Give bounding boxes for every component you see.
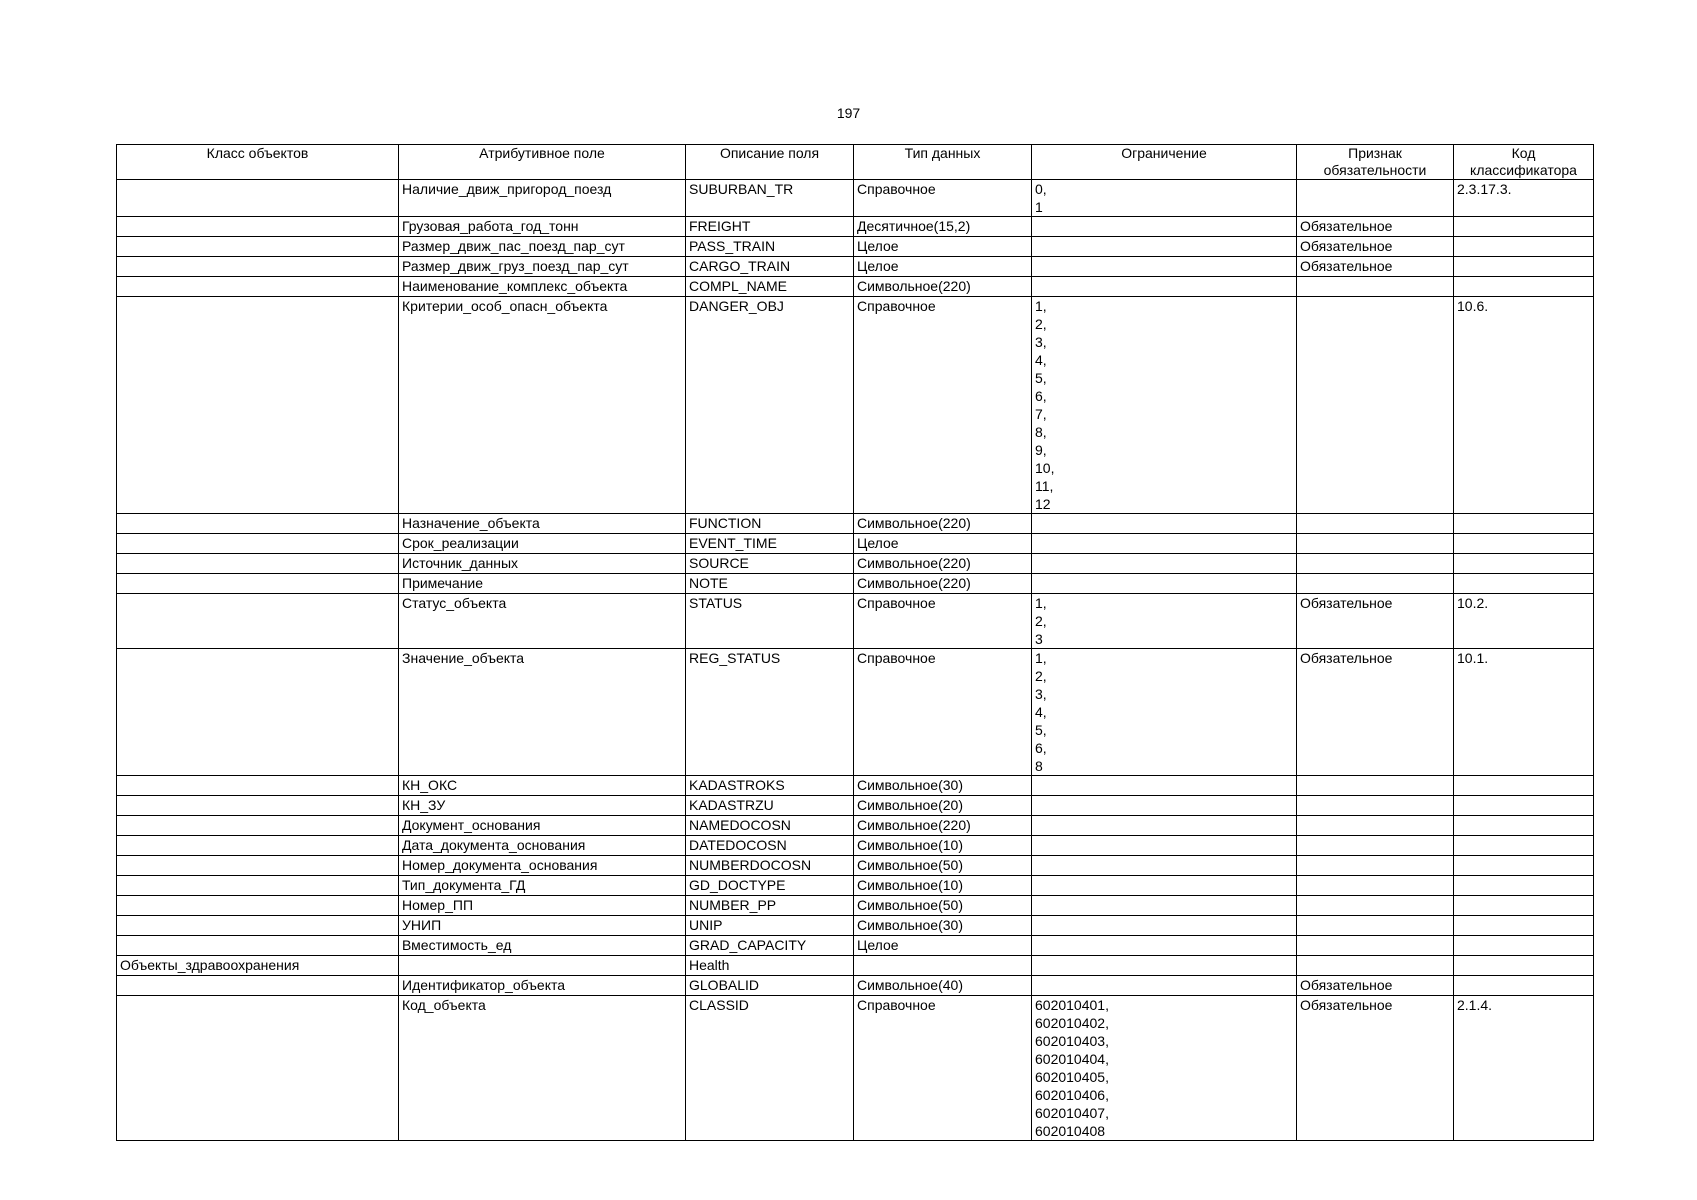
table-row [117, 876, 1594, 896]
table-row [117, 180, 1594, 217]
field-description-cell: STATUS [686, 594, 854, 649]
required-flag-cell [1297, 180, 1454, 217]
constraint-cell [1032, 217, 1297, 237]
attribute-field-cell: Источник_данных [399, 554, 686, 574]
field-description-cell: FREIGHT [686, 217, 854, 237]
attribute-field-cell: Идентификатор_объекта [399, 976, 686, 996]
data-type-cell: Целое [854, 534, 1032, 554]
object-class-cell [117, 277, 399, 297]
field-description-cell: EVENT_TIME [686, 534, 854, 554]
field-description-cell: NUMBERDOCOSN [686, 856, 854, 876]
constraint-cell: 1, 2, 3, 4, 5, 6, 8 [1032, 649, 1297, 776]
constraint-cell [1032, 936, 1297, 956]
classifier-code-cell [1454, 856, 1594, 876]
required-flag-cell [1297, 876, 1454, 896]
constraint-cell: 1, 2, 3 [1032, 594, 1297, 649]
data-type-cell [854, 956, 1032, 976]
object-class-cell [117, 534, 399, 554]
table-row [117, 594, 1594, 649]
data-type-cell: Символьное(220) [854, 514, 1032, 534]
data-type-cell: Справочное [854, 297, 1032, 514]
attribute-field-cell: Тип_документа_ГД [399, 876, 686, 896]
constraint-cell [1032, 257, 1297, 277]
field-description-cell: KADASTROKS [686, 776, 854, 796]
field-description-cell: REG_STATUS [686, 649, 854, 776]
field-description-cell: UNIP [686, 916, 854, 936]
required-flag-cell: Обязательное [1297, 594, 1454, 649]
field-description-cell: NAMEDOCOSN [686, 816, 854, 836]
constraint-cell [1032, 976, 1297, 996]
classifier-code-cell [1454, 956, 1594, 976]
attribute-field-cell: УНИП [399, 916, 686, 936]
table-row [117, 649, 1594, 776]
object-class-cell: Объекты_здравоохранения [117, 956, 399, 976]
field-description-cell: GLOBALID [686, 976, 854, 996]
field-description-cell: FUNCTION [686, 514, 854, 534]
classifier-code-cell [1454, 776, 1594, 796]
data-type-cell: Справочное [854, 649, 1032, 776]
data-type-cell: Символьное(40) [854, 976, 1032, 996]
header-row [117, 145, 1594, 180]
table-row [117, 217, 1594, 237]
data-type-cell: Справочное [854, 594, 1032, 649]
data-type-cell: Целое [854, 257, 1032, 277]
header-object-class: Класс объектов [117, 145, 399, 180]
data-type-cell: Символьное(50) [854, 896, 1032, 916]
attribute-field-cell: Назначение_объекта [399, 514, 686, 534]
table-row [117, 856, 1594, 876]
data-type-cell: Символьное(220) [854, 277, 1032, 297]
object-class-cell [117, 976, 399, 996]
required-flag-cell [1297, 534, 1454, 554]
object-class-cell [117, 217, 399, 237]
table-row [117, 554, 1594, 574]
constraint-cell [1032, 876, 1297, 896]
header-classifier-code: Код классификатора [1454, 145, 1594, 180]
object-class-cell [117, 896, 399, 916]
constraint-cell [1032, 554, 1297, 574]
classifier-code-cell [1454, 916, 1594, 936]
constraint-cell [1032, 514, 1297, 534]
attribute-field-cell: Наименование_комплекс_объекта [399, 277, 686, 297]
required-flag-cell [1297, 297, 1454, 514]
object-class-cell [117, 237, 399, 257]
object-class-cell [117, 856, 399, 876]
object-class-cell [117, 876, 399, 896]
page-number: 197 [836, 105, 861, 121]
required-flag-cell: Обязательное [1297, 996, 1454, 1141]
constraint-cell [1032, 796, 1297, 816]
attribute-field-cell: Примечание [399, 574, 686, 594]
classifier-code-cell [1454, 237, 1594, 257]
attribute-field-cell: Номер_документа_основания [399, 856, 686, 876]
attribute-field-cell: КН_ЗУ [399, 796, 686, 816]
attribute-field-cell: КН_ОКС [399, 776, 686, 796]
required-flag-cell: Обязательное [1297, 649, 1454, 776]
field-description-cell: SOURCE [686, 554, 854, 574]
classifier-code-cell [1454, 836, 1594, 856]
attribute-field-cell: Критерии_особ_опасн_объекта [399, 297, 686, 514]
constraint-cell [1032, 956, 1297, 976]
classifier-code-cell [1454, 534, 1594, 554]
table-row [117, 816, 1594, 836]
header-constraint: Ограничение [1032, 145, 1297, 180]
attribute-field-cell: Номер_ПП [399, 896, 686, 916]
required-flag-cell: Обязательное [1297, 237, 1454, 257]
required-flag-cell [1297, 896, 1454, 916]
constraint-cell [1032, 816, 1297, 836]
object-class-cell [117, 514, 399, 534]
object-class-cell [117, 257, 399, 277]
classifier-code-cell [1454, 277, 1594, 297]
constraint-cell: 0, 1 [1032, 180, 1297, 217]
data-type-cell: Справочное [854, 996, 1032, 1141]
data-type-cell: Символьное(220) [854, 554, 1032, 574]
classifier-code-cell [1454, 554, 1594, 574]
object-class-cell [117, 796, 399, 816]
attribute-field-cell: Дата_документа_основания [399, 836, 686, 856]
required-flag-cell [1297, 916, 1454, 936]
classifier-code-cell [1454, 217, 1594, 237]
table-row [117, 936, 1594, 956]
object-class-cell [117, 776, 399, 796]
table-row [117, 916, 1594, 936]
data-type-cell: Символьное(10) [854, 836, 1032, 856]
constraint-cell [1032, 836, 1297, 856]
classifier-code-cell [1454, 936, 1594, 956]
object-class-cell [117, 554, 399, 574]
constraint-cell [1032, 776, 1297, 796]
header-field-description: Описание поля [686, 145, 854, 180]
header-required-flag: Признак обязательности [1297, 145, 1454, 180]
required-flag-cell: Обязательное [1297, 217, 1454, 237]
table-row [117, 996, 1594, 1141]
classifier-code-cell: 2.3.17.3. [1454, 180, 1594, 217]
object-class-cell [117, 574, 399, 594]
classifier-code-cell: 10.6. [1454, 297, 1594, 514]
object-class-cell [117, 936, 399, 956]
constraint-cell [1032, 534, 1297, 554]
table-row [117, 956, 1594, 976]
field-description-cell: PASS_TRAIN [686, 237, 854, 257]
required-flag-cell [1297, 956, 1454, 976]
required-flag-cell [1297, 856, 1454, 876]
required-flag-cell [1297, 514, 1454, 534]
attribute-field-cell: Грузовая_работа_год_тонн [399, 217, 686, 237]
required-flag-cell [1297, 816, 1454, 836]
classifier-code-cell [1454, 876, 1594, 896]
attribute-field-cell: Вместимость_ед [399, 936, 686, 956]
field-description-cell: CLASSID [686, 996, 854, 1141]
constraint-cell: 602010401, 602010402, 602010403, 602010404, 602010405, 602010406, 602010407, 602010408 [1032, 996, 1297, 1141]
classifier-code-cell: 2.1.4. [1454, 996, 1594, 1141]
required-flag-cell [1297, 574, 1454, 594]
table-row [117, 896, 1594, 916]
table-row [117, 796, 1594, 816]
classifier-code-cell: 10.1. [1454, 649, 1594, 776]
classifier-code-cell [1454, 574, 1594, 594]
required-flag-cell: Обязательное [1297, 976, 1454, 996]
attribute-field-cell: Код_объекта [399, 996, 686, 1141]
field-description-cell: Health [686, 956, 854, 976]
table-row [117, 277, 1594, 297]
table-row [117, 574, 1594, 594]
required-flag-cell [1297, 836, 1454, 856]
classifier-code-cell [1454, 896, 1594, 916]
object-class-cell [117, 297, 399, 514]
field-description-cell: NUMBER_PP [686, 896, 854, 916]
object-class-cell [117, 594, 399, 649]
attribute-field-cell: Срок_реализации [399, 534, 686, 554]
field-description-cell: SUBURBAN_TR [686, 180, 854, 217]
data-type-cell: Символьное(30) [854, 916, 1032, 936]
required-flag-cell [1297, 936, 1454, 956]
data-type-cell: Символьное(220) [854, 816, 1032, 836]
table-row [117, 514, 1594, 534]
classifier-code-cell [1454, 796, 1594, 816]
field-description-cell: DATEDOCOSN [686, 836, 854, 856]
constraint-cell [1032, 896, 1297, 916]
table-row [117, 836, 1594, 856]
header-data-type: Тип данных [854, 145, 1032, 180]
table-row [117, 776, 1594, 796]
table-row [117, 297, 1594, 514]
object-class-cell [117, 180, 399, 217]
classifier-code-cell [1454, 976, 1594, 996]
field-description-cell: GRAD_CAPACITY [686, 936, 854, 956]
table-header [117, 145, 1594, 180]
table-row [117, 237, 1594, 257]
required-flag-cell [1297, 554, 1454, 574]
data-type-cell: Символьное(30) [854, 776, 1032, 796]
data-type-cell: Справочное [854, 180, 1032, 217]
classifier-code-cell: 10.2. [1454, 594, 1594, 649]
data-type-cell: Целое [854, 237, 1032, 257]
object-class-cell [117, 836, 399, 856]
data-type-cell: Десятичное(15,2) [854, 217, 1032, 237]
data-type-cell: Символьное(20) [854, 796, 1032, 816]
attribute-field-cell: Размер_движ_пас_поезд_пар_сут [399, 237, 686, 257]
classifier-code-cell [1454, 816, 1594, 836]
constraint-cell [1032, 916, 1297, 936]
table-row [117, 976, 1594, 996]
attribute-table [116, 144, 1594, 1141]
required-flag-cell [1297, 796, 1454, 816]
attribute-field-cell: Размер_движ_груз_поезд_пар_сут [399, 257, 686, 277]
constraint-cell [1032, 574, 1297, 594]
constraint-cell [1032, 856, 1297, 876]
data-type-cell: Целое [854, 936, 1032, 956]
field-description-cell: DANGER_OBJ [686, 297, 854, 514]
attribute-field-cell: Наличие_движ_пригород_поезд [399, 180, 686, 217]
attribute-field-cell: Значение_объекта [399, 649, 686, 776]
attribute-field-cell [399, 956, 686, 976]
object-class-cell [117, 649, 399, 776]
object-class-cell [117, 996, 399, 1141]
required-flag-cell [1297, 277, 1454, 297]
table-row [117, 257, 1594, 277]
classifier-code-cell [1454, 257, 1594, 277]
object-class-cell [117, 816, 399, 836]
data-type-cell: Символьное(50) [854, 856, 1032, 876]
attribute-field-cell: Статус_объекта [399, 594, 686, 649]
field-description-cell: NOTE [686, 574, 854, 594]
table-body [117, 180, 1594, 1141]
required-flag-cell: Обязательное [1297, 257, 1454, 277]
field-description-cell: COMPL_NAME [686, 277, 854, 297]
data-type-cell: Символьное(10) [854, 876, 1032, 896]
field-description-cell: GD_DOCTYPE [686, 876, 854, 896]
table-row [117, 534, 1594, 554]
classifier-code-cell [1454, 514, 1594, 534]
field-description-cell: CARGO_TRAIN [686, 257, 854, 277]
constraint-cell: 1, 2, 3, 4, 5, 6, 7, 8, 9, 10, 11, 12 [1032, 297, 1297, 514]
data-type-cell: Символьное(220) [854, 574, 1032, 594]
required-flag-cell [1297, 776, 1454, 796]
field-description-cell: KADASTRZU [686, 796, 854, 816]
header-attribute-field: Атрибутивное поле [399, 145, 686, 180]
attribute-field-cell: Документ_основания [399, 816, 686, 836]
constraint-cell [1032, 277, 1297, 297]
object-class-cell [117, 916, 399, 936]
constraint-cell [1032, 237, 1297, 257]
